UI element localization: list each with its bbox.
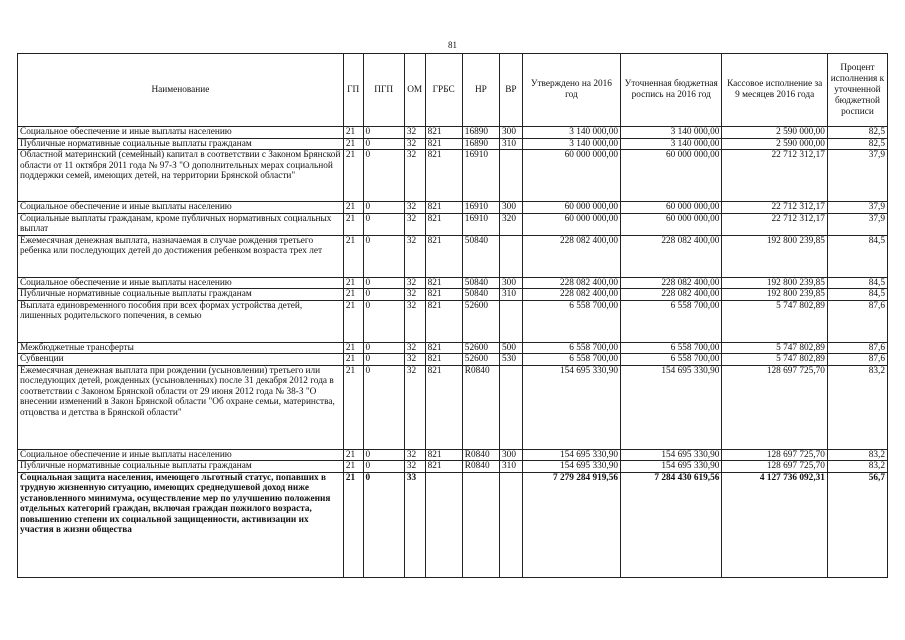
row-name-cell: Социальное обеспечение и иные выплаты населению (18, 449, 344, 461)
row-np-cell: 50840 (462, 277, 499, 289)
table-row (18, 300, 888, 342)
table-row (18, 354, 888, 366)
header-grbs: ГРБС (425, 54, 462, 127)
row-cash-cell: 128 697 725,70 (722, 449, 828, 461)
row-om-cell: 32 (404, 127, 425, 139)
row-vr-cell: 530 (500, 354, 523, 366)
row-np-cell: 16910 (462, 150, 499, 202)
row-gp-cell: 21 (343, 235, 363, 277)
row-approved-cell: 3 140 000,00 (522, 127, 620, 139)
row-grbs-cell: 821 (425, 138, 462, 150)
header-vr: ВР (500, 54, 523, 127)
row-om-cell: 32 (404, 354, 425, 366)
row-om-cell: 32 (404, 365, 425, 449)
row-np-cell: 16890 (462, 127, 499, 139)
row-gp-cell: 21 (343, 365, 363, 449)
row-vr-cell: 300 (500, 127, 523, 139)
row-revised-cell: 6 558 700,00 (621, 300, 722, 342)
row-revised-cell: 154 695 330,90 (621, 449, 722, 461)
row-om-cell: 32 (404, 150, 425, 202)
row-percent-cell: 56,7 (827, 472, 887, 577)
row-percent-cell: 82,5 (827, 138, 887, 150)
table-row (18, 461, 888, 473)
header-om: ОМ (404, 54, 425, 127)
row-cash-cell: 2 590 000,00 (722, 127, 828, 139)
row-revised-cell: 154 695 330,90 (621, 461, 722, 473)
row-cash-cell: 192 800 239,85 (722, 277, 828, 289)
row-percent-cell: 82,5 (827, 127, 887, 139)
row-vr-cell: 310 (500, 289, 523, 301)
row-percent-cell: 37,9 (827, 213, 887, 235)
row-cash-cell: 22 712 312,17 (722, 202, 828, 214)
row-revised-cell: 6 558 700,00 (621, 342, 722, 354)
row-gp-cell: 21 (343, 289, 363, 301)
header-pgp: ПГП (363, 54, 404, 127)
row-np-cell: R0840 (462, 461, 499, 473)
row-cash-cell: 5 747 802,89 (722, 300, 828, 342)
row-name-cell: Субвенции (18, 354, 344, 366)
row-name-cell: Социальная защита населения, имеющего льготный статус, попавших в трудную жизненную ситуацию, имеющих среднедушевой доход ниже установленного минимума, осуществление мер по улучшению положения отдельных категорий граждан, включая граждан пожилого возраста, повышению степени их социальной защищенности, активизации их участия в жизни общества (18, 472, 344, 577)
row-approved-cell: 228 082 400,00 (522, 235, 620, 277)
row-gp-cell: 21 (343, 461, 363, 473)
row-vr-cell: 320 (500, 213, 523, 235)
row-percent-cell: 87,6 (827, 300, 887, 342)
row-gp-cell: 21 (343, 300, 363, 342)
row-np-cell: 16910 (462, 213, 499, 235)
row-gp-cell: 21 (343, 213, 363, 235)
row-np-cell: 52600 (462, 300, 499, 342)
row-percent-cell: 87,6 (827, 354, 887, 366)
row-vr-cell: 300 (500, 277, 523, 289)
row-pgp-cell: 0 (363, 213, 404, 235)
row-grbs-cell: 821 (425, 202, 462, 214)
row-name-cell: Социальное обеспечение и иные выплаты населению (18, 202, 344, 214)
row-cash-cell: 128 697 725,70 (722, 365, 828, 449)
row-percent-cell: 37,9 (827, 150, 887, 202)
row-pgp-cell: 0 (363, 342, 404, 354)
row-gp-cell: 21 (343, 354, 363, 366)
row-approved-cell: 7 279 284 919,56 (522, 472, 620, 577)
row-pgp-cell: 0 (363, 202, 404, 214)
table-row (18, 202, 888, 214)
row-name-cell: Областной материнский (семейный) капитал в соответствии с Законом Брянской области от 11 октября 2011 года № 97-З "О дополнительных мерах социальной поддержки семей, имеющих детей, на территории Брянской области" (18, 150, 344, 202)
header-cash: Кассовое исполнение за 9 месяцев 2016 года (722, 54, 828, 127)
row-approved-cell: 6 558 700,00 (522, 300, 620, 342)
row-gp-cell: 21 (343, 202, 363, 214)
row-grbs-cell: 821 (425, 289, 462, 301)
row-gp-cell: 21 (343, 138, 363, 150)
row-revised-cell: 60 000 000,00 (621, 213, 722, 235)
row-vr-cell (500, 472, 523, 577)
table-row (18, 449, 888, 461)
row-grbs-cell (425, 472, 462, 577)
row-om-cell: 32 (404, 300, 425, 342)
row-grbs-cell: 821 (425, 300, 462, 342)
row-cash-cell: 5 747 802,89 (722, 342, 828, 354)
row-gp-cell: 21 (343, 150, 363, 202)
row-om-cell: 32 (404, 202, 425, 214)
table-row (18, 277, 888, 289)
row-approved-cell: 6 558 700,00 (522, 342, 620, 354)
row-gp-cell: 21 (343, 449, 363, 461)
row-vr-cell: 300 (500, 449, 523, 461)
table-row (18, 235, 888, 277)
row-cash-cell: 4 127 736 092,31 (722, 472, 828, 577)
table-body (18, 127, 888, 578)
row-cash-cell: 128 697 725,70 (722, 461, 828, 473)
row-vr-cell: 310 (500, 461, 523, 473)
row-pgp-cell: 0 (363, 235, 404, 277)
row-percent-cell: 84,5 (827, 277, 887, 289)
row-revised-cell: 228 082 400,00 (621, 277, 722, 289)
row-grbs-cell: 821 (425, 127, 462, 139)
row-name-cell: Ежемесячная денежная выплата, назначаемая в случае рождения третьего ребенка или последующих детей до достижения ребенком возраста трех лет (18, 235, 344, 277)
row-gp-cell: 21 (343, 127, 363, 139)
row-pgp-cell: 0 (363, 127, 404, 139)
row-grbs-cell: 821 (425, 213, 462, 235)
row-percent-cell: 84,5 (827, 289, 887, 301)
row-name-cell: Межбюджетные трансферты (18, 342, 344, 354)
row-pgp-cell: 0 (363, 138, 404, 150)
row-approved-cell: 60 000 000,00 (522, 213, 620, 235)
row-revised-cell: 3 140 000,00 (621, 138, 722, 150)
row-gp-cell: 21 (343, 472, 363, 577)
row-cash-cell: 5 747 802,89 (722, 354, 828, 366)
row-name-cell: Социальные выплаты гражданам, кроме публичных нормативных социальных выплат (18, 213, 344, 235)
row-percent-cell: 83,2 (827, 461, 887, 473)
row-name-cell: Социальное обеспечение и иные выплаты населению (18, 127, 344, 139)
row-om-cell: 32 (404, 449, 425, 461)
row-cash-cell: 2 590 000,00 (722, 138, 828, 150)
row-approved-cell: 6 558 700,00 (522, 354, 620, 366)
row-revised-cell: 3 140 000,00 (621, 127, 722, 139)
row-grbs-cell: 821 (425, 354, 462, 366)
row-cash-cell: 22 712 312,17 (722, 213, 828, 235)
row-revised-cell: 60 000 000,00 (621, 202, 722, 214)
row-om-cell: 32 (404, 461, 425, 473)
row-om-cell: 32 (404, 235, 425, 277)
header-approved: Утверждено на 2016 год (522, 54, 620, 127)
row-approved-cell: 154 695 330,90 (522, 449, 620, 461)
header-revised: Уточненная бюджетная роспись на 2016 год (621, 54, 722, 127)
page-number: 81 (448, 40, 457, 50)
row-approved-cell: 228 082 400,00 (522, 277, 620, 289)
header-percent: Процент исполнения к уточненной бюджетной росписи (827, 54, 887, 127)
row-grbs-cell: 821 (425, 150, 462, 202)
row-name-cell: Выплата единовременного пособия при всех формах устройства детей, лишенных родительского попечения, в семью (18, 300, 344, 342)
row-om-cell: 32 (404, 138, 425, 150)
row-pgp-cell: 0 (363, 300, 404, 342)
row-approved-cell: 3 140 000,00 (522, 138, 620, 150)
table-row (18, 213, 888, 235)
header-gp: ГП (343, 54, 363, 127)
row-percent-cell: 84,5 (827, 235, 887, 277)
row-pgp-cell: 0 (363, 354, 404, 366)
row-name-cell: Публичные нормативные социальные выплаты гражданам (18, 289, 344, 301)
row-approved-cell: 154 695 330,90 (522, 365, 620, 449)
row-pgp-cell: 0 (363, 472, 404, 577)
row-revised-cell: 228 082 400,00 (621, 289, 722, 301)
row-np-cell (462, 472, 499, 577)
row-om-cell: 33 (404, 472, 425, 577)
row-vr-cell: 310 (500, 138, 523, 150)
row-gp-cell: 21 (343, 342, 363, 354)
row-np-cell: 52600 (462, 342, 499, 354)
row-vr-cell (500, 365, 523, 449)
row-grbs-cell: 821 (425, 342, 462, 354)
row-pgp-cell: 0 (363, 449, 404, 461)
row-vr-cell (500, 300, 523, 342)
row-np-cell: 50840 (462, 235, 499, 277)
budget-table (17, 53, 888, 578)
row-pgp-cell: 0 (363, 461, 404, 473)
row-percent-cell: 83,2 (827, 449, 887, 461)
row-revised-cell: 7 284 430 619,56 (621, 472, 722, 577)
row-name-cell: Ежемесячная денежная выплата при рождении (усыновлении) третьего или последующих детей, рожденных (усыновленных) после 31 декабря 2012 года в соответствии с Законом Брянской области от 29 июня 2012 года № 38-З "О внесении изменений в Закон Брянской области "Об охране семьи, материнства, отцовства и детства в Брянской области" (18, 365, 344, 449)
row-cash-cell: 192 800 239,85 (722, 235, 828, 277)
row-approved-cell: 228 082 400,00 (522, 289, 620, 301)
row-percent-cell: 83,2 (827, 365, 887, 449)
row-grbs-cell: 821 (425, 461, 462, 473)
row-pgp-cell: 0 (363, 289, 404, 301)
row-approved-cell: 154 695 330,90 (522, 461, 620, 473)
row-pgp-cell: 0 (363, 150, 404, 202)
table-row (18, 138, 888, 150)
row-vr-cell: 500 (500, 342, 523, 354)
row-revised-cell: 60 000 000,00 (621, 150, 722, 202)
table-row (18, 289, 888, 301)
row-cash-cell: 22 712 312,17 (722, 150, 828, 202)
table-row (18, 150, 888, 202)
row-vr-cell (500, 235, 523, 277)
header-name: Наименование (18, 54, 344, 127)
table-row (18, 472, 888, 577)
row-revised-cell: 154 695 330,90 (621, 365, 722, 449)
row-np-cell: R0840 (462, 365, 499, 449)
row-np-cell: 16910 (462, 202, 499, 214)
row-np-cell: 52600 (462, 354, 499, 366)
row-vr-cell: 300 (500, 202, 523, 214)
row-om-cell: 32 (404, 342, 425, 354)
row-revised-cell: 228 082 400,00 (621, 235, 722, 277)
table-row (18, 365, 888, 449)
header-np: НР (462, 54, 499, 127)
row-approved-cell: 60 000 000,00 (522, 202, 620, 214)
row-grbs-cell: 821 (425, 449, 462, 461)
row-percent-cell: 87,6 (827, 342, 887, 354)
row-revised-cell: 6 558 700,00 (621, 354, 722, 366)
row-grbs-cell: 821 (425, 277, 462, 289)
row-cash-cell: 192 800 239,85 (722, 289, 828, 301)
table-row (18, 127, 888, 139)
row-grbs-cell: 821 (425, 365, 462, 449)
row-approved-cell: 60 000 000,00 (522, 150, 620, 202)
row-vr-cell (500, 150, 523, 202)
row-om-cell: 32 (404, 277, 425, 289)
row-om-cell: 32 (404, 289, 425, 301)
row-pgp-cell: 0 (363, 277, 404, 289)
row-gp-cell: 21 (343, 277, 363, 289)
row-name-cell: Публичные нормативные социальные выплаты гражданам (18, 138, 344, 150)
row-percent-cell: 37,9 (827, 202, 887, 214)
row-np-cell: 50840 (462, 289, 499, 301)
row-name-cell: Социальное обеспечение и иные выплаты населению (18, 277, 344, 289)
table-header-row (18, 54, 888, 127)
row-np-cell: 16890 (462, 138, 499, 150)
row-grbs-cell: 821 (425, 235, 462, 277)
row-np-cell: R0840 (462, 449, 499, 461)
row-om-cell: 32 (404, 213, 425, 235)
row-pgp-cell: 0 (363, 365, 404, 449)
table-row (18, 342, 888, 354)
row-name-cell: Публичные нормативные социальные выплаты гражданам (18, 461, 344, 473)
